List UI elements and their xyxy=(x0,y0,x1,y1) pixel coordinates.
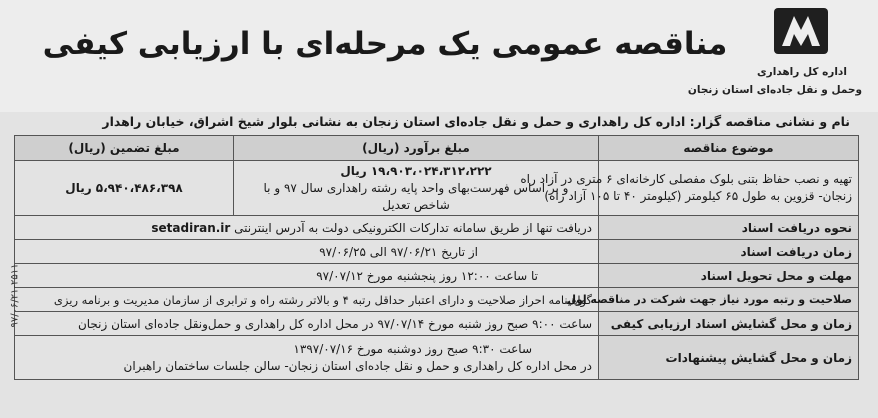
table-header-row xyxy=(15,136,859,161)
row-value: از تاریخ ۹۷/۰۶/۲۱ الی ۹۷/۰۶/۲۵ xyxy=(15,240,599,264)
organization-logo-block xyxy=(687,6,862,104)
doc-receipt-text: دریافت تنها از طریق سامانه تدارکات الکترونیکی دولت به آدرس اینترنتی xyxy=(234,220,592,235)
table-row xyxy=(15,312,859,336)
issuer-address: نام و نشانی مناقصه گزار: اداره کل راهداری و حمل و نقل جاده‌ای استان زنجان به نشانی بلوار شیخ اشراق، خیابان راهدار xyxy=(102,114,850,129)
opening-place: در محل اداره کل راهداری و حمل و نقل جاده‌ای استان زنجان- سالن جلسات ساختمان راهبران xyxy=(123,358,592,373)
row-label: زمان و محل گشایش اسناد ارزیابی کیفی xyxy=(599,312,859,336)
logo-caption-line1: اداره کل راهداری xyxy=(757,66,847,78)
table-row xyxy=(15,288,859,312)
table-row xyxy=(15,264,859,288)
website-link[interactable]: setadiran.ir xyxy=(151,220,231,235)
row-label: زمان و محل گشایش پیشنهادات xyxy=(599,336,859,380)
notice-title: مناقصه عمومی یک مرحله‌ای با ارزیابی کیفی xyxy=(42,26,728,62)
guarantee-cell: ۵،۹۴۰،۴۸۶،۳۹۸ ریال xyxy=(15,161,234,216)
table-row xyxy=(15,240,859,264)
row-label: صلاحیت و رتبه مورد نیاز جهت شرکت در مناقصه اول xyxy=(599,288,859,312)
table-row-subject xyxy=(15,161,859,216)
row-label: نحوه دریافت اسناد xyxy=(599,216,859,240)
table-row xyxy=(15,216,859,240)
subject-cell xyxy=(520,161,859,216)
organization-logo-icon xyxy=(772,6,830,56)
estimate-amount: ۱۹،۹۰۳،۰۲۴،۳۱۲،۲۲۲ ریال xyxy=(340,163,492,178)
row-label: زمان دریافت اسناد xyxy=(599,240,859,264)
estimate-line2: و بر اساس فهرست‌بهای واحد پایه رشته راهداری سال ۹۷ و با xyxy=(263,180,569,195)
opening-time: ساعت ۹:۳۰ صبح روز دوشنبه مورخ ۱۳۹۷/۰۷/۱۶ xyxy=(293,341,532,356)
row-label: مهلت و محل تحویل اسناد xyxy=(599,264,859,288)
estimate-cell xyxy=(234,161,599,216)
publication-date: ۹۷/۰۶/۲۱-۲۵۱۱ xyxy=(9,263,21,328)
header-subject: موضوع مناقصه xyxy=(599,136,859,161)
row-value xyxy=(15,216,599,240)
logo-caption-line2: وحمل و نقل جاده‌ای استان زنجان xyxy=(687,84,862,96)
header xyxy=(0,0,878,112)
estimate-line3: شاخص تعدیل xyxy=(382,197,450,212)
header-guarantee: مبلغ تضمین (ریال) xyxy=(15,136,234,161)
row-value xyxy=(15,336,599,380)
row-value: گواهینامه احراز صلاحیت و دارای اعتبار حداقل رتبه ۴ و بالاتر رشته راه و ترابری از سازمان مدیریت و برنامه ریزی xyxy=(15,288,599,312)
tender-table xyxy=(14,135,859,380)
subject-line2: زنجان- قزوین به طول ۶۵ کیلومتر (کیلومتر ۴۰ تا ۱۰۵ آزاد راه) xyxy=(544,189,852,203)
table-row xyxy=(15,336,859,380)
row-value: تا ساعت ۱۲:۰۰ روز پنجشنبه مورخ ۹۷/۰۷/۱۲ xyxy=(15,264,599,288)
header-estimate: مبلغ برآورد (ریال) xyxy=(234,136,599,161)
row-value: ساعت ۹:۰۰ صبح روز شنبه مورخ ۹۷/۰۷/۱۴ در محل اداره کل راهداری و حمل‌ونقل جاده‌ای استان زنجان xyxy=(15,312,599,336)
subject-line1: تهیه و نصب حفاظ بتنی بلوک مفصلی کارخانه‌ای ۶ متری در آزاد راه xyxy=(520,172,852,186)
